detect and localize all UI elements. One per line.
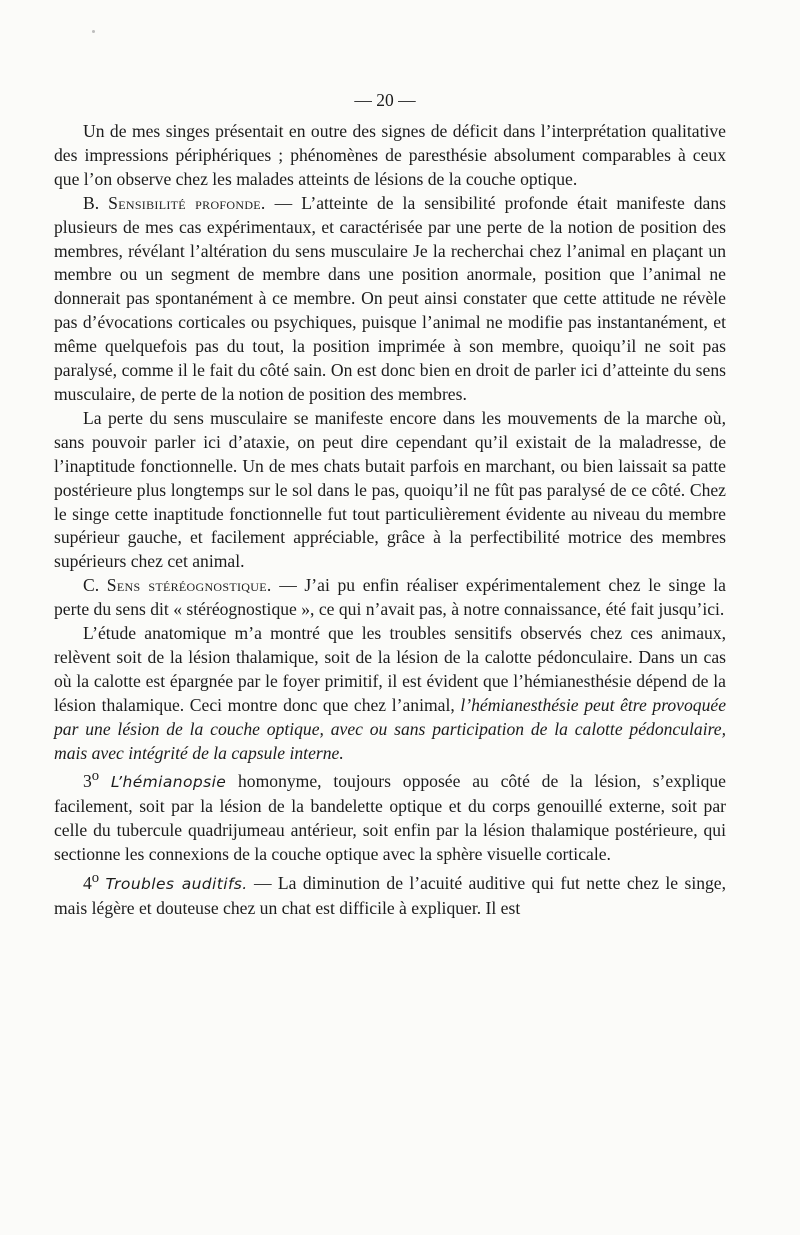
- paragraph-troubles-auditifs: [54, 867, 726, 921]
- section-heading-sens-stereognostique: Sens stéréognostique.: [106, 575, 272, 596]
- paragraph-perte-sens-musculaire: La perte du sens musculaire se manifeste encore dans les mouvements de la marche où, sans pouvoir parler ici d’ataxie, on peut dire cependant qu’il existait de la maladresse, de l’inaptitude fonctionnelle. Un de mes chats butait parfois en marchant, ou bien laissait sa patte postérieure plus longtemps sur le sol dans le pas, quoiqu’il ne fût pas paralysé de ce côté. Chez le singe cette inaptitude fonctionnelle fut tout particulièrement évidente au niveau du membre supérieur gauche, et facilement appréciable, grâce à la perfectibilité motrice des membres supérieurs chez cet animal.: [54, 407, 726, 572]
- page-body: [54, 120, 726, 921]
- paragraph-sensibilite-profonde: [54, 192, 726, 407]
- paragraph-text: L’étude anatomique m’a montré que les troubles sensitifs observés chez ces animaux, relèvent soit de la lésion thalamique, soit de la lésion de la calotte pédonculaire. Dans un cas où la calotte est épargnée par le foyer primitif, il est évident que l’hémianesthésie dépend de la lésion thalamique. Ceci montre donc que chez l’animal,: [54, 623, 726, 715]
- section-letter: C.: [83, 575, 107, 596]
- ordinal-superscript: o: [91, 768, 100, 785]
- paragraph-text: — La diminution de l’acuité auditive qui fut nette chez le singe, mais légère et douteuse chez un chat est difficile à expliquer. Il est: [54, 872, 727, 918]
- paragraph-hemianopsie: [54, 765, 726, 866]
- item-heading-troubles-auditifs: Troubles auditifs.: [105, 874, 248, 893]
- item-heading-hemianopsie: L’hémianopsie: [110, 773, 227, 792]
- paragraph-sens-stereognostique: [54, 574, 726, 622]
- paragraph-text: — J’ai pu enfin réaliser expérimentalement chez le singe la perte du sens dit « stéréognostique », ce qui n’avait pas, à notre connaissance, été fait jusqu’ici.: [54, 575, 726, 620]
- paragraph-etude-anatomique: [54, 622, 726, 765]
- paper-speck: [92, 30, 95, 33]
- item-number: 3: [83, 771, 92, 792]
- ordinal-superscript: o: [91, 869, 100, 886]
- paragraph-text: homonyme, toujours opposée au côté de la lésion, s’explique facilement, soit par la lésion de la bandelette optique et du corps genouillé externe, soit par celle du tubercule quadrijumeau antérieur, soit enfin par la lésion thalamique postérieure, qui sectionne les connexions de la couche optique avec la sphère visuelle corticale.: [54, 771, 726, 865]
- paragraph-1: Un de mes singes présentait en outre des signes de déficit dans l’interprétation qualitative des impressions périphériques ; phénomènes de paresthésie absolument comparables à ceux que l’on observe chez les malades atteints de lésions de la couche optique.: [54, 121, 726, 189]
- section-heading-sensibilite-profonde: Sensibilité profonde.: [108, 192, 266, 213]
- paragraph-text: — L’atteinte de la sensibilité profonde était manifeste dans plusieurs de mes cas expérimentaux, et caractérisée par une perte de la notion de position des membres, révélant l’altération du sens musculaire Je la recherchai chez l’animal en plaçant un membre ou un segment de membre dans une position anormale, position que l’animal ne donnerait pas spontanément à ce membre. On peut ainsi constater que cette attitude ne révèle pas d’évocations corticales ou psychiques, puisque l’animal ne modifie pas instantanément, et même quelquefois pas du tout, la position imprimée à son membre, quoiqu’il ne soit pas paralysé, comme il le fait du côté sain. On est donc bien en droit de parler ici d’atteinte du sens musculaire, de perte de la notion de position des membres.: [54, 192, 726, 404]
- italic-conclusion: l’hémianesthésie peut être provoquée par une lésion de la couche optique, avec ou sans participation de la calotte pédonculaire, mais avec intégrité de la capsule interne.: [54, 694, 727, 763]
- page-number: — 20 —: [354, 90, 416, 110]
- section-letter: B.: [83, 192, 109, 213]
- item-number: 4: [83, 872, 92, 893]
